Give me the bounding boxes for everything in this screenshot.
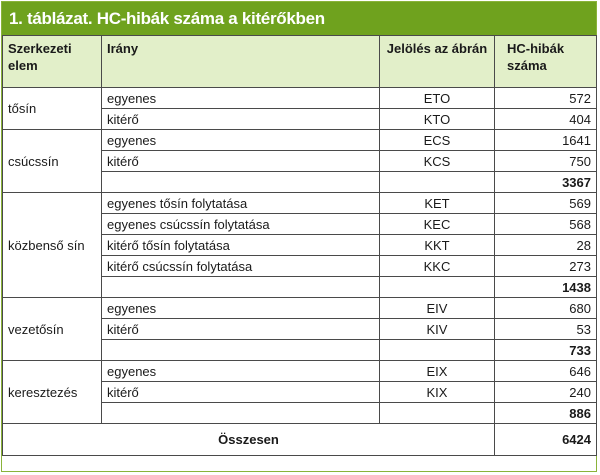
count-cell: 750 [495,151,597,172]
count-cell: 568 [495,214,597,235]
code-cell: ECS [380,130,495,151]
empty-cell [102,340,380,361]
element-cell: csúcssín [3,130,102,193]
table-row [3,193,597,214]
code-cell: KKT [380,235,495,256]
total-value: 6424 [495,424,597,456]
element-cell: közbenső sín [3,193,102,298]
code-cell: EIV [380,298,495,319]
subtotal-cell: 886 [495,403,597,424]
direction-cell: egyenes [102,130,380,151]
code-cell: KIX [380,382,495,403]
header-count: HC-hibák száma [495,36,597,88]
element-cell: vezetősín [3,298,102,361]
empty-cell [380,340,495,361]
direction-cell: egyenes [102,361,380,382]
empty-cell [102,403,380,424]
direction-cell: kitérő csúcssín folytatása [102,256,380,277]
empty-cell [102,277,380,298]
code-cell: KET [380,193,495,214]
code-cell: KCS [380,151,495,172]
empty-cell [380,172,495,193]
code-cell: KEC [380,214,495,235]
hc-defects-table [2,35,597,456]
count-cell: 680 [495,298,597,319]
table-row [3,298,597,319]
direction-cell: kitérő [102,151,380,172]
header-row [3,36,597,88]
header-direction: Irány [102,36,380,88]
code-cell: ETO [380,88,495,109]
count-cell: 646 [495,361,597,382]
code-cell: KTO [380,109,495,130]
count-cell: 404 [495,109,597,130]
empty-cell [380,403,495,424]
empty-cell [380,277,495,298]
total-label: Összesen [3,424,495,456]
direction-cell: kitérő tősín folytatása [102,235,380,256]
element-cell: tősín [3,88,102,130]
subtotal-cell: 3367 [495,172,597,193]
table-row [3,361,597,382]
code-cell: KKC [380,256,495,277]
subtotal-cell: 1438 [495,277,597,298]
count-cell: 53 [495,319,597,340]
direction-cell: egyenes tősín folytatása [102,193,380,214]
count-cell: 240 [495,382,597,403]
total-row [3,424,597,456]
count-cell: 572 [495,88,597,109]
table-frame [1,1,597,472]
header-element: Szerkezeti elem [3,36,102,88]
element-cell: keresztezés [3,361,102,424]
direction-cell: kitérő [102,109,380,130]
table-title: 1. táblázat. HC-hibák száma a kitérőkben [2,2,596,35]
count-cell: 1641 [495,130,597,151]
code-cell: EIX [380,361,495,382]
direction-cell: egyenes csúcssín folytatása [102,214,380,235]
header-code: Jelölés az ábrán [380,36,495,88]
table-row [3,130,597,151]
subtotal-cell: 733 [495,340,597,361]
empty-cell [102,172,380,193]
direction-cell: egyenes [102,88,380,109]
direction-cell: kitérő [102,319,380,340]
table-row [3,88,597,109]
direction-cell: kitérő [102,382,380,403]
direction-cell: egyenes [102,298,380,319]
count-cell: 569 [495,193,597,214]
count-cell: 273 [495,256,597,277]
count-cell: 28 [495,235,597,256]
code-cell: KIV [380,319,495,340]
